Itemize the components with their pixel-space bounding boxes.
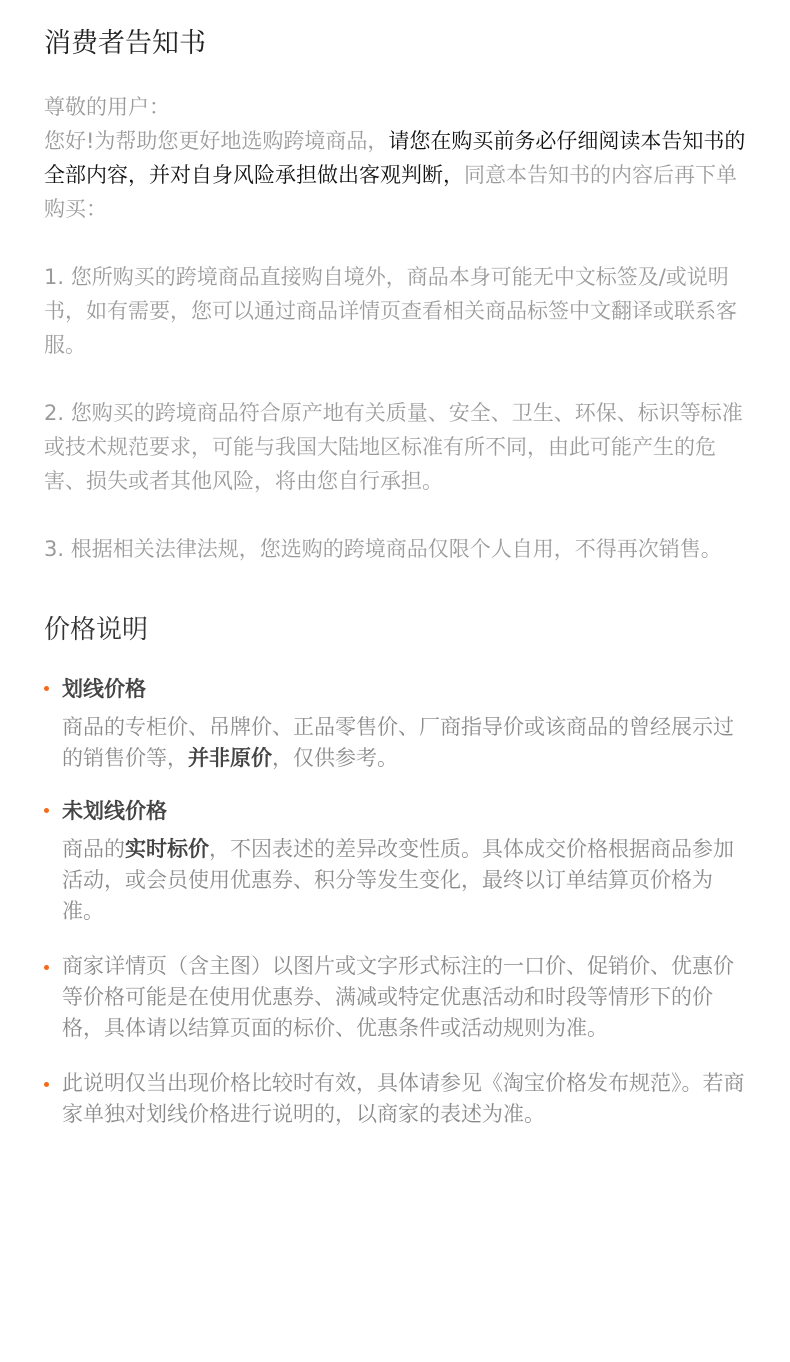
nostrike-price-text (62, 834, 746, 927)
bullet-dot-icon (44, 1082, 49, 1087)
nostrike-price-heading: 未划线价格 (62, 799, 167, 823)
bullet-dot-icon (44, 965, 49, 970)
price-note-1-block (44, 951, 746, 1044)
strike-price-text (62, 712, 746, 774)
strike-price-heading: 划线价格 (62, 677, 146, 701)
price-note-2-block (44, 1068, 746, 1130)
price-note-1: 商家详情页（含主图）以图片或文字形式标注的一口价、促销价、优惠价等价格可能是在使用优惠券、满减或特定优惠活动和时段等情形下的价格，具体请以结算页面的标价、优惠条件或活动规则为准。 (62, 954, 734, 1040)
intro-text-part3: 同意本告知书的内容后再下单购买： (44, 163, 737, 221)
strike-text-bold: 并非原价 (188, 746, 272, 770)
notice-item-3: 3. 根据相关法律法规，您选购的跨境商品仅限个人自用，不得再次销售。 (44, 537, 722, 561)
notice-item-2: 2. 您购买的跨境商品符合原产地有关质量、安全、卫生、环保、标识等标准或技术规范要求，可能与我国大陆地区标准有所不同，由此可能产生的危害、损失或者其他风险，将由您自行承担。 (44, 401, 743, 493)
intro-text-emphasis: 请您在购买前务必仔细阅读本告知书的全部内容，并对自身风险承担做出客观判断， (44, 129, 746, 187)
notice-title: 消费者告知书 (44, 28, 206, 59)
notice-greeting: 尊敬的用户： (44, 95, 170, 119)
bullet-dot-icon (44, 808, 49, 813)
notice-item-1: 1. 您所购买的跨境商品直接购自境外，商品本身可能无中文标签及/或说明书，如有需要，您可以通过商品详情页查看相关商品标签中文翻译或联系客服。 (44, 265, 737, 357)
strike-text-part2: ，仅供参考。 (272, 746, 398, 770)
nostrike-price-block (44, 794, 746, 927)
nostrike-text-part2: ，不因表述的差异改变性质。具体成交价格根据商品参加活动，或会员使用优惠券、积分等发生变化，最终以订单结算页价格为准。 (62, 837, 734, 923)
price-section-title: 价格说明 (44, 615, 149, 645)
notice-intro (44, 124, 746, 226)
nostrike-text-bold: 实时标价 (125, 837, 209, 861)
strike-price-block (44, 672, 746, 774)
intro-text-part1: 您好!为帮助您更好地选购跨境商品， (44, 129, 389, 153)
strike-text-part1: 商品的专柜价、吊牌价、正品零售价、厂商指导价或该商品的曾经展示过的销售价等， (62, 715, 734, 770)
bullet-dot-icon (44, 686, 49, 691)
nostrike-text-part1: 商品的 (62, 837, 125, 861)
price-note-2: 此说明仅当出现价格比较时有效，具体请参见《淘宝价格发布规范》。若商家单独对划线价格进行说明的，以商家的表述为准。 (62, 1071, 745, 1126)
